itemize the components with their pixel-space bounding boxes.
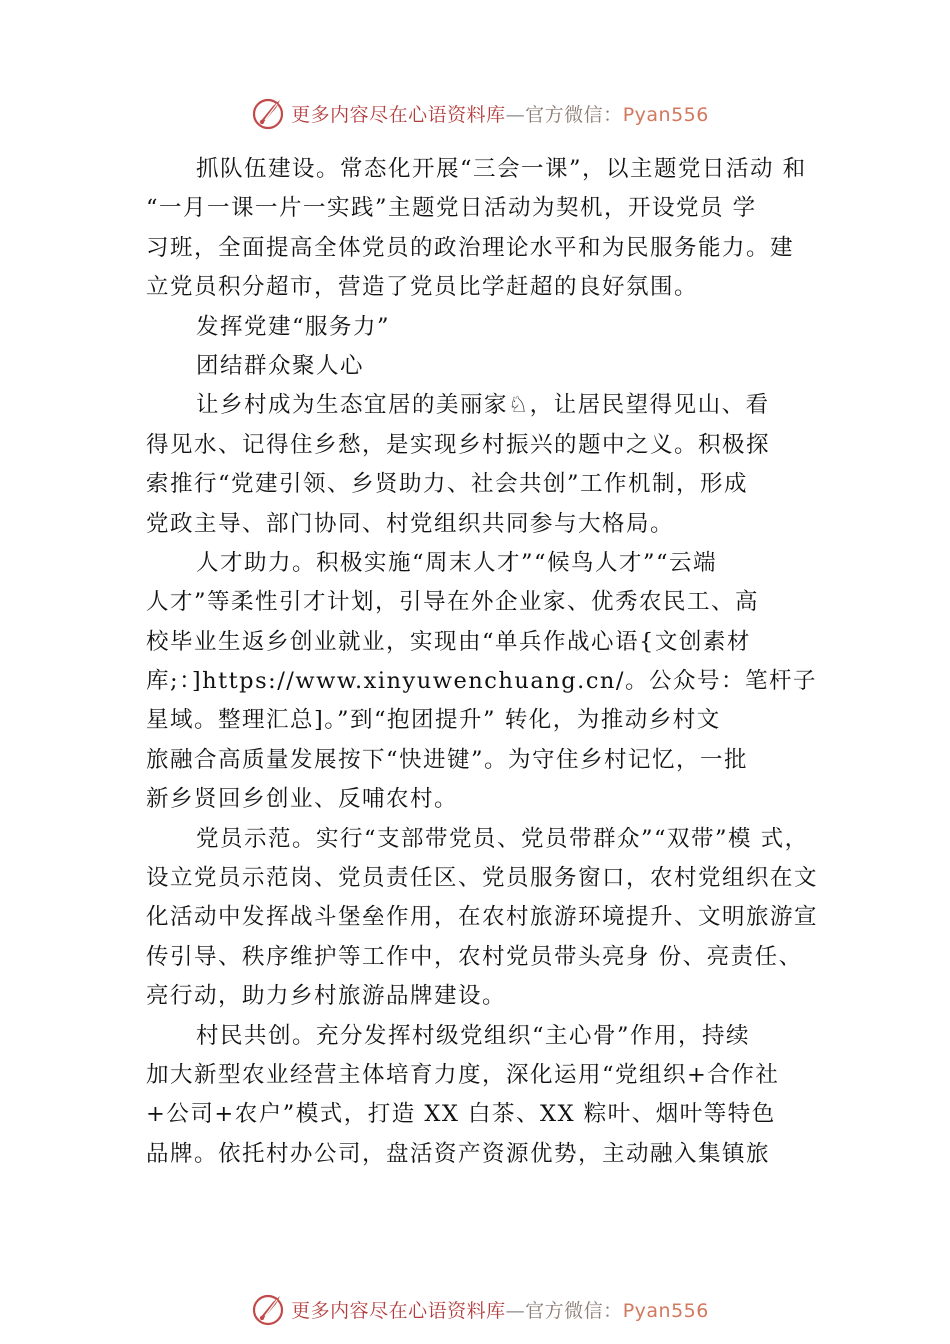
- text-line: 人才”等柔性引才计划，引导在外企业家、优秀农民工、高: [146, 589, 760, 616]
- text-line: 让乡村成为生态宜居的美丽家♘，让居民望得见山、看: [196, 392, 770, 419]
- text-line: 索推行“党建引领、乡贤助力、社会共创”工作机制，形成: [146, 471, 749, 498]
- text-line: 亮行动，助力乡村旅游品牌建设。: [146, 983, 507, 1010]
- banner-separator: —: [505, 1299, 526, 1322]
- text-line: 新乡贤回乡创业、反哺农村。: [146, 786, 459, 813]
- text-line: 立党员积分超市，营造了党员比学赶超的良好氛围。: [146, 274, 699, 301]
- quill-pen-icon: [251, 95, 287, 131]
- banner-wechat-label: 官方微信：: [525, 1299, 623, 1322]
- banner-wechat-label: 官方微信：: [525, 103, 623, 126]
- banner-separator: —: [505, 103, 526, 126]
- text-line: 村民共创。充分发挥村级党组织“主心骨”作用，持续: [196, 1022, 751, 1049]
- banner-wechat-id: Pyan556: [622, 1299, 709, 1322]
- text-line: 星域。整理汇总]。”到“抱团提升” 转化，为推动乡村文: [146, 707, 721, 734]
- text-line: 习班，全面提高全体党员的政治理论水平和为民服务能力。建: [146, 234, 795, 261]
- banner-main-text: 更多内容尽在心语资料库: [291, 1299, 506, 1322]
- text-line: “一月一课一片一实践”主题党日活动为契机，开设党员 学: [146, 195, 757, 222]
- text-line: +公司+农户”模式，打造 XX 白茶、XX 粽叶、烟叶等特色: [146, 1101, 776, 1128]
- document-body: [146, 150, 846, 1174]
- text-line: 传引导、秩序维护等工作中，农村党员带头亮身 份、亮责任、: [146, 943, 803, 970]
- text-line: 旅融合高质量发展按下“快进键”。为守住乡村记忆，一批: [146, 746, 749, 773]
- text-line: 化活动中发挥战斗堡垒作用，在农村旅游环境提升、文明旅游宣: [146, 904, 819, 931]
- text-line: 党政主导、部门协同、村党组织共同参与大格局。: [146, 510, 675, 537]
- text-line: 加大新型农业经营主体培育力度，深化运用“党组织+合作社: [146, 1061, 780, 1088]
- section-heading: 发挥党建“服务力”: [196, 313, 391, 340]
- section-subheading: 团结群众聚人心: [196, 352, 365, 379]
- header-banner: [0, 93, 950, 133]
- text-line: 品牌。依托村办公司，盘活资产资源优势，主动融入集镇旅: [146, 1140, 771, 1167]
- footer-banner: [0, 1289, 950, 1329]
- text-line: 库;：]https://www.xinyuwenchuang.cn/。公众号：笔杆子: [146, 668, 817, 695]
- text-line: 党员示范。实行“支部带党员、党员带群众”“双带”模 式，: [196, 825, 809, 852]
- text-line: 校毕业生返乡创业就业，实现由“单兵作战心语{文创素材: [146, 628, 751, 655]
- text-line: 抓队伍建设。常态化开展“三会一课”，以主题党日活动 和: [196, 156, 807, 182]
- text-line: 得见水、记得住乡愁，是实现乡村振兴的题中之义。积极探: [146, 431, 771, 458]
- banner-text: [291, 1296, 709, 1323]
- banner-text: [291, 100, 709, 127]
- banner-main-text: 更多内容尽在心语资料库: [291, 103, 506, 126]
- quill-pen-icon: [251, 1291, 287, 1327]
- text-line: 人才助力。积极实施“周末人才”“候鸟人才”“云端: [196, 549, 718, 576]
- banner-wechat-id: Pyan556: [622, 103, 709, 126]
- text-line: 设立党员示范岗、党员责任区、党员服务窗口，农村党组织在文: [146, 865, 819, 892]
